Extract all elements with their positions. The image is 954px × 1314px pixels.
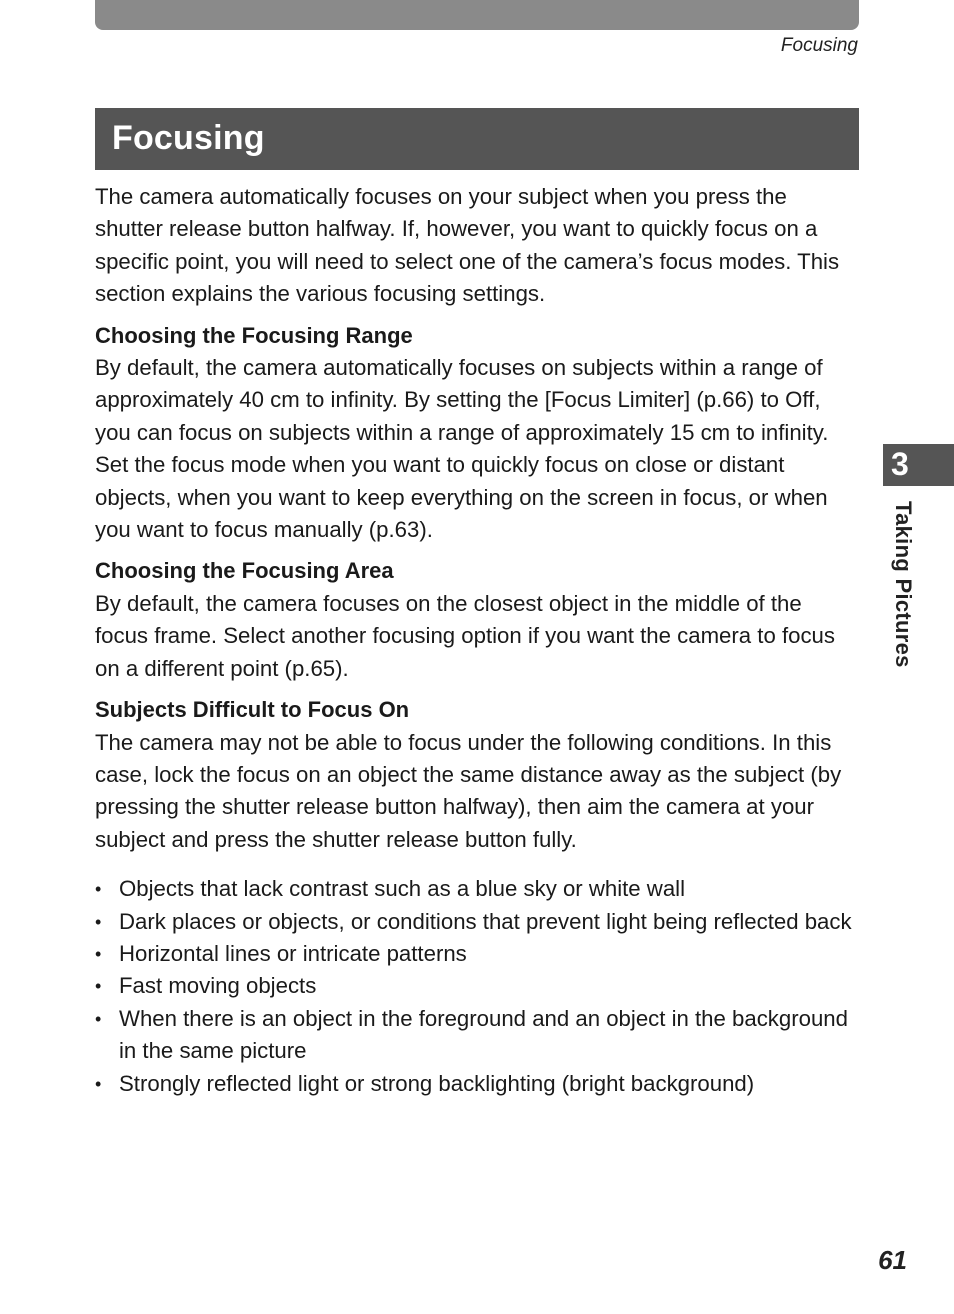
list-item-text: Strongly reflected light or strong backlighting (bright background)	[119, 1070, 755, 1096]
section-paragraph: By default, the camera automatically focuses on subjects within a range of approximately 40 cm to infinity. By setting the [Focus Limiter] (p.66) to Off, you can focus on subjects within a range of approximately 15 cm to infinity.	[95, 355, 829, 445]
top-decorative-bar	[95, 0, 859, 30]
bullet-icon: •	[95, 911, 102, 932]
bullet-icon: •	[95, 879, 102, 900]
list-item	[95, 873, 859, 905]
section-paragraph: Set the focus mode when you want to quickly focus on close or distant objects, when you want to keep everything on the screen in focus, or when you want to focus manually (p.63).	[95, 452, 828, 543]
section-heading: Choosing the Focusing Range	[95, 322, 413, 348]
chapter-label-text: Taking Pictures	[891, 501, 916, 668]
intro-paragraph: The camera automatically focuses on your subject when you press the shutter release button halfway. If, however, you want to quickly focus on a specific point, you will need to select one of the camera’s focus modes. This section explains the various focusing settings.	[95, 184, 840, 307]
list-item-text: Dark places or objects, or conditions that prevent light being reflected back	[119, 908, 852, 934]
list-item	[95, 1068, 859, 1100]
chapter-number: 3	[891, 446, 909, 482]
bullet-icon: •	[95, 1008, 102, 1029]
chapter-label	[890, 501, 920, 701]
section-focusing-area	[95, 555, 859, 685]
bullet-icon: •	[95, 1073, 102, 1094]
running-header: Focusing	[780, 35, 858, 56]
list-item-text: When there is an object in the foreground and an object in the background in the same picture	[119, 1005, 848, 1064]
section-paragraph: The camera may not be able to focus under the following conditions. In this case, lock the focus on an object the same distance away as the subject (by pressing the shutter release button halfway), then aim the camera at your subject and press the shutter release button fully.	[95, 729, 842, 852]
list-item-text: Fast moving objects	[119, 973, 317, 999]
bullet-icon: •	[95, 976, 102, 997]
list-item-text: Objects that lack contrast such as a blue sky or white wall	[119, 876, 686, 902]
chapter-tab	[883, 444, 954, 486]
list-item	[95, 938, 859, 970]
main-content	[95, 181, 859, 1100]
difficult-conditions-list	[95, 873, 859, 1100]
list-item	[95, 1003, 859, 1068]
page-number: 61	[878, 1245, 907, 1275]
section-focusing-range	[95, 320, 859, 547]
title-banner	[95, 108, 859, 170]
list-item	[95, 970, 859, 1002]
list-item	[95, 906, 859, 938]
section-heading: Choosing the Focusing Area	[95, 558, 394, 584]
list-item-text: Horizontal lines or intricate patterns	[119, 940, 467, 966]
section-paragraph: By default, the camera focuses on the closest object in the middle of the focus frame. Select another focusing option if you want the camera to focus on a different point (p.65).	[95, 590, 835, 681]
section-heading: Subjects Difficult to Focus On	[95, 697, 410, 723]
bullet-icon: •	[95, 943, 102, 964]
page-title: Focusing	[112, 119, 265, 157]
section-difficult-subjects	[95, 694, 859, 856]
